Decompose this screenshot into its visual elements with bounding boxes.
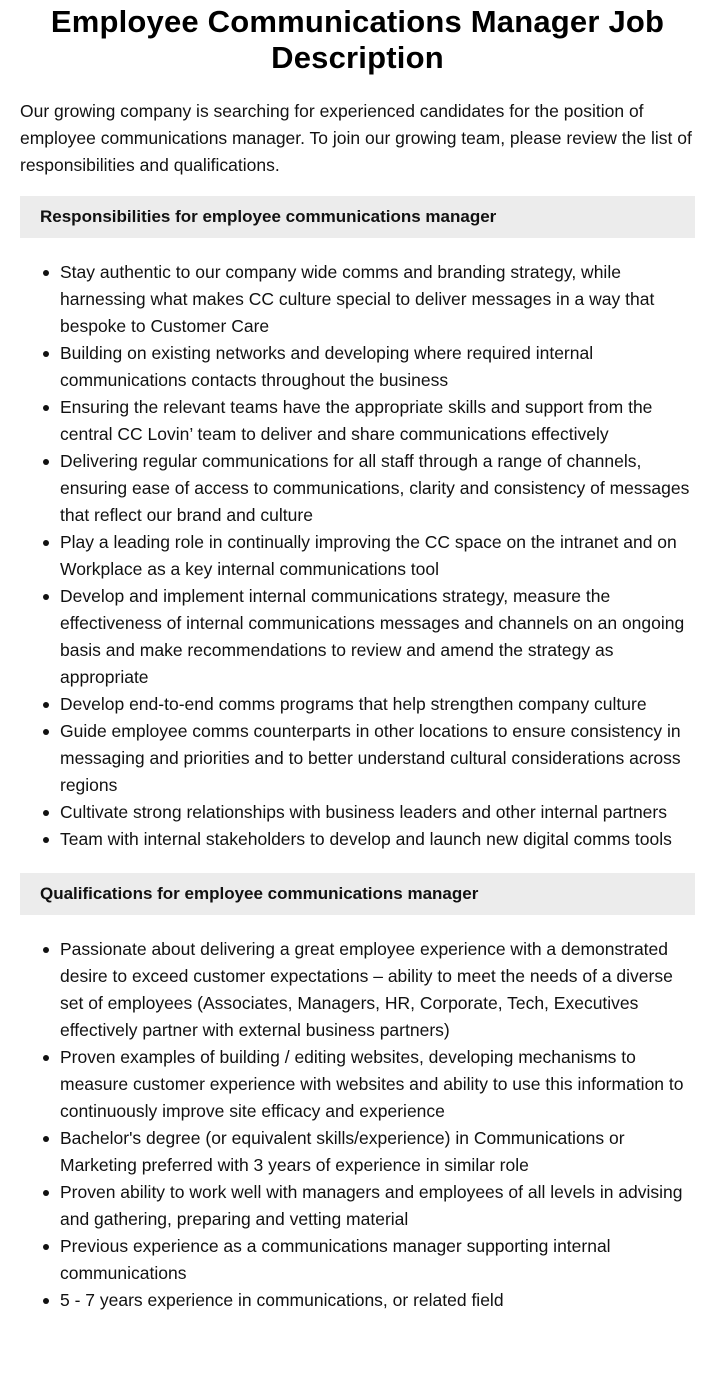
list-item: Previous experience as a communications manager supporting internal communications: [60, 1233, 695, 1287]
page-title: Employee Communications Manager Job Description: [50, 4, 665, 75]
list-item: Delivering regular communications for all staff through a range of channels, ensuring ease of access to communications, clarity and consistency of messages that reflect our brand and culture: [60, 448, 695, 529]
list-item: Play a leading role in continually improving the CC space on the intranet and on Workplace as a key internal communications tool: [60, 529, 695, 583]
responsibilities-heading-text: Responsibilities for employee communications manager: [40, 207, 497, 226]
qualifications-list: [20, 936, 695, 1314]
intro-paragraph: Our growing company is searching for experienced candidates for the position of employee communications manager. To join our growing team, please review the list of responsibilities and qualifications.: [20, 101, 692, 175]
list-item: 5 - 7 years experience in communications, or related field: [60, 1287, 695, 1314]
list-item: Cultivate strong relationships with business leaders and other internal partners: [60, 799, 695, 826]
list-item: Guide employee comms counterparts in other locations to ensure consistency in messaging and priorities and to better understand cultural considerations across regions: [60, 718, 695, 799]
responsibilities-heading: [20, 196, 695, 238]
list-item: Stay authentic to our company wide comms and branding strategy, while harnessing what makes CC culture special to deliver messages in a way that bespoke to Customer Care: [60, 259, 695, 340]
qualifications-heading: [20, 873, 695, 915]
list-item: Ensuring the relevant teams have the appropriate skills and support from the central CC Lovin’ team to deliver and share communications effectively: [60, 394, 695, 448]
list-item: Proven ability to work well with managers and employees of all levels in advising and gathering, preparing and vetting material: [60, 1179, 695, 1233]
list-item: Bachelor's degree (or equivalent skills/experience) in Communications or Marketing preferred with 3 years of experience in similar role: [60, 1125, 695, 1179]
list-item: Building on existing networks and developing where required internal communications contacts throughout the business: [60, 340, 695, 394]
qualifications-heading-text: Qualifications for employee communications manager: [40, 884, 479, 903]
responsibilities-list: [20, 259, 695, 853]
list-item: Proven examples of building / editing websites, developing mechanisms to measure customer experience with websites and ability to use this information to continuously improve site efficacy and experience: [60, 1044, 695, 1125]
list-item: Team with internal stakeholders to develop and launch new digital comms tools: [60, 826, 695, 853]
list-item: Develop and implement internal communications strategy, measure the effectiveness of internal communications messages and channels on an ongoing basis and make recommendations to review and amend the strategy as appropriate: [60, 583, 695, 691]
list-item: Passionate about delivering a great employee experience with a demonstrated desire to exceed customer expectations – ability to meet the needs of a diverse set of employees (Associates, Managers, HR, Corporate, Tech, Executives effectively partner with external business partners): [60, 936, 695, 1044]
list-item: Develop end-to-end comms programs that help strengthen company culture: [60, 691, 695, 718]
